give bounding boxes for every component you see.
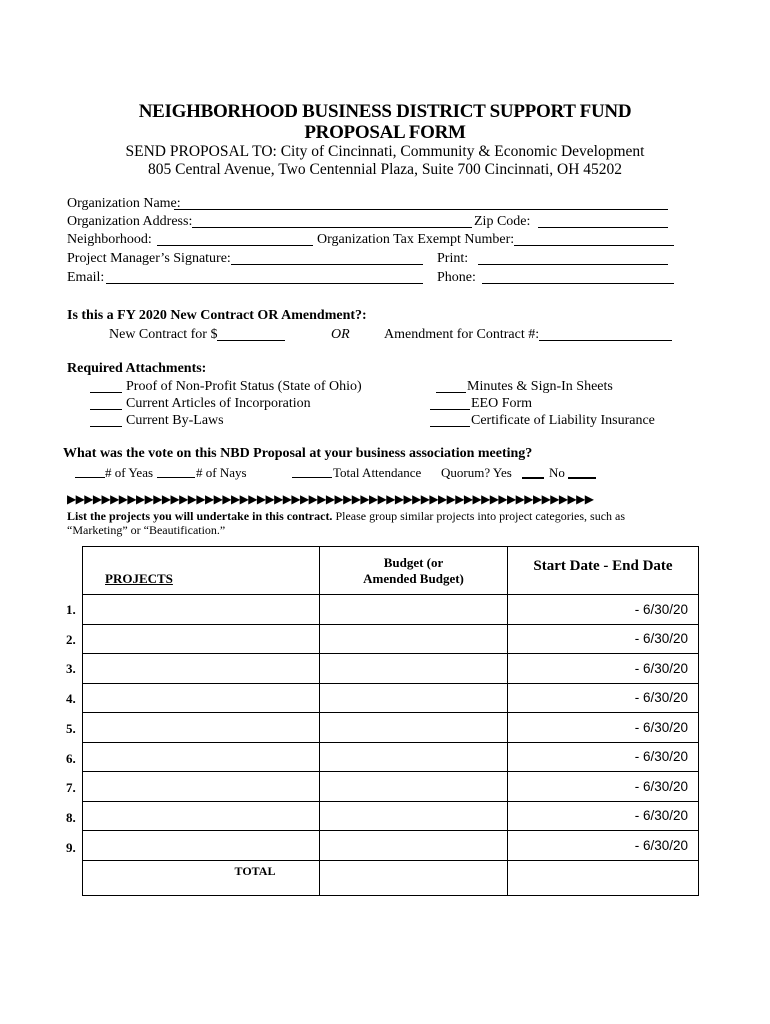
project-budget-cell[interactable]: [320, 683, 508, 713]
address-line: 805 Central Avenue, Two Centennial Plaza, Suite 700 Cincinnati, OH 45202: [147, 161, 623, 178]
org-name-label: Organization Name:: [67, 196, 181, 211]
attachment-check-nonprofit[interactable]: [90, 392, 122, 393]
row-number: 1.: [66, 602, 76, 617]
project-dates-cell[interactable]: - 6/30/20: [508, 624, 699, 654]
project-dates-cell[interactable]: - 6/30/20: [508, 772, 699, 802]
attendance-field[interactable]: [292, 477, 332, 478]
table-row: [83, 595, 699, 625]
project-budget-cell[interactable]: [320, 801, 508, 831]
new-contract-amount-field[interactable]: [217, 340, 285, 341]
project-dates-cell[interactable]: - 6/30/20: [508, 595, 699, 625]
zip-label: Zip Code:: [474, 214, 531, 229]
table-row: [83, 742, 699, 772]
zip-field[interactable]: [538, 227, 668, 228]
form-title: NEIGHBORHOOD BUSINESS DISTRICT SUPPORT FUND: [138, 101, 632, 122]
projects-header-cell: [83, 547, 320, 595]
phone-label: Phone:: [437, 270, 476, 285]
table-row: [83, 683, 699, 713]
dates-header-cell: [508, 547, 699, 595]
total-dates-cell[interactable]: [508, 860, 699, 895]
neighborhood-field[interactable]: [157, 245, 313, 246]
row-number: 7.: [66, 780, 76, 796]
row-number: 8.: [66, 809, 76, 825]
projects-table: [82, 546, 699, 896]
project-dates-cell[interactable]: - 6/30/20: [508, 713, 699, 743]
projects-header: PROJECTS: [105, 571, 173, 586]
new-contract-label: New Contract for $: [109, 327, 218, 342]
instructions-line1: [67, 509, 625, 524]
project-dates-cell[interactable]: - 6/30/20: [508, 742, 699, 772]
project-dates-cell[interactable]: - 6/30/20: [508, 654, 699, 684]
project-name-cell[interactable]: [83, 742, 320, 772]
tax-exempt-label: Organization Tax Exempt Number:: [317, 232, 515, 247]
row-number: 6.: [66, 750, 76, 766]
project-budget-cell[interactable]: [320, 772, 508, 802]
project-budget-cell[interactable]: [320, 654, 508, 684]
email-field[interactable]: [106, 283, 423, 284]
total-row: [83, 860, 699, 895]
yeas-label: # of Yeas: [105, 465, 154, 480]
table-row: [83, 831, 699, 861]
contract-question: Is this a FY 2020 New Contract OR Amendment?:: [67, 308, 367, 323]
arrow-divider: ▶▶▶▶▶▶▶▶▶▶▶▶▶▶▶▶▶▶▶▶▶▶▶▶▶▶▶▶▶▶▶▶▶▶▶▶▶▶▶▶▶▶▶▶▶▶▶▶▶▶▶▶▶▶▶▶▶▶▶▶▶: [67, 492, 594, 506]
org-name-field[interactable]: [174, 209, 668, 210]
attachment-check-insurance[interactable]: [430, 426, 470, 427]
budget-header-line2: Amended Budget): [363, 570, 464, 586]
quorum-yes-field[interactable]: [522, 477, 544, 479]
row-number: 3.: [66, 661, 76, 677]
row-number: 9.: [66, 839, 76, 855]
project-dates-cell[interactable]: - 6/30/20: [508, 831, 699, 861]
quorum-no-label: No: [549, 465, 565, 480]
table-row: [83, 654, 699, 684]
pm-signature-field[interactable]: [231, 264, 423, 265]
nays-label: # of Nays: [196, 465, 247, 480]
org-address-field[interactable]: [192, 227, 472, 228]
project-budget-cell[interactable]: [320, 624, 508, 654]
or-label: OR: [331, 327, 350, 342]
project-budget-cell[interactable]: [320, 713, 508, 743]
project-name-cell[interactable]: [83, 713, 320, 743]
row-number: 4.: [66, 691, 76, 707]
project-name-cell[interactable]: [83, 654, 320, 684]
email-label: Email:: [67, 270, 105, 285]
row-number: 2.: [66, 631, 76, 647]
attachment-check-eeo[interactable]: [430, 409, 470, 410]
print-label: Print:: [437, 251, 469, 266]
attachment-check-bylaws[interactable]: [90, 426, 122, 427]
attachment-insurance: Certificate of Liability Insurance: [471, 413, 655, 428]
print-field[interactable]: [478, 264, 668, 265]
attachment-minutes: Minutes & Sign-In Sheets: [467, 379, 613, 394]
attachment-check-articles[interactable]: [90, 409, 122, 410]
table-row: [83, 801, 699, 831]
project-dates-cell[interactable]: - 6/30/20: [508, 683, 699, 713]
budget-header-line1: Budget (or: [383, 554, 444, 570]
amendment-contract-field[interactable]: [539, 340, 672, 341]
neighborhood-label: Neighborhood:: [67, 232, 152, 247]
form-subtitle: PROPOSAL FORM: [304, 122, 466, 143]
instructions-line2: “Marketing” or “Beautification.”: [67, 523, 226, 537]
project-name-cell[interactable]: [83, 683, 320, 713]
vote-question: What was the vote on this NBD Proposal at your business association meeting?: [63, 446, 533, 461]
project-name-cell[interactable]: [83, 772, 320, 802]
org-address-label: Organization Address:: [67, 214, 193, 229]
attachment-nonprofit: Proof of Non-Profit Status (State of Ohio): [126, 379, 362, 394]
project-name-cell[interactable]: [83, 831, 320, 861]
project-dates-cell[interactable]: - 6/30/20: [508, 801, 699, 831]
project-name-cell[interactable]: [83, 801, 320, 831]
quorum-label: Quorum? Yes: [441, 465, 512, 480]
project-budget-cell[interactable]: [320, 742, 508, 772]
table-row: [83, 624, 699, 654]
quorum-no-field[interactable]: [568, 477, 596, 479]
project-budget-cell[interactable]: [320, 595, 508, 625]
dates-header: Start Date - End Date: [533, 558, 673, 574]
instructions-bold: List the projects you will undertake in this contract.: [67, 509, 333, 523]
pm-signature-label: Project Manager’s Signature:: [67, 251, 231, 266]
nays-field[interactable]: [157, 477, 195, 478]
project-name-cell[interactable]: [83, 595, 320, 625]
total-label-cell: [83, 860, 320, 895]
row-number: 5.: [66, 720, 76, 736]
project-name-cell[interactable]: [83, 624, 320, 654]
project-budget-cell[interactable]: [320, 831, 508, 861]
phone-field[interactable]: [482, 283, 674, 284]
attachment-bylaws: Current By-Laws: [126, 413, 224, 428]
amendment-label: Amendment for Contract #:: [384, 327, 540, 342]
tax-exempt-field[interactable]: [514, 245, 674, 246]
budget-header-cell: [320, 547, 508, 595]
attendance-label: Total Attendance: [333, 465, 422, 480]
send-to-line: SEND PROPOSAL TO: City of Cincinnati, Community & Economic Development: [125, 143, 645, 160]
attachment-articles: Current Articles of Incorporation: [126, 396, 311, 411]
attachments-heading: Required Attachments:: [67, 361, 207, 376]
total-label: TOTAL: [234, 863, 276, 878]
yeas-field[interactable]: [75, 477, 105, 478]
attachment-check-minutes[interactable]: [436, 392, 466, 393]
attachment-eeo: EEO Form: [471, 396, 533, 411]
table-row: [83, 772, 699, 802]
total-budget-cell[interactable]: [320, 860, 508, 895]
table-header-row: [83, 547, 699, 595]
table-row: [83, 713, 699, 743]
instructions-normal: Please group similar projects into project categories, such as: [332, 509, 626, 523]
